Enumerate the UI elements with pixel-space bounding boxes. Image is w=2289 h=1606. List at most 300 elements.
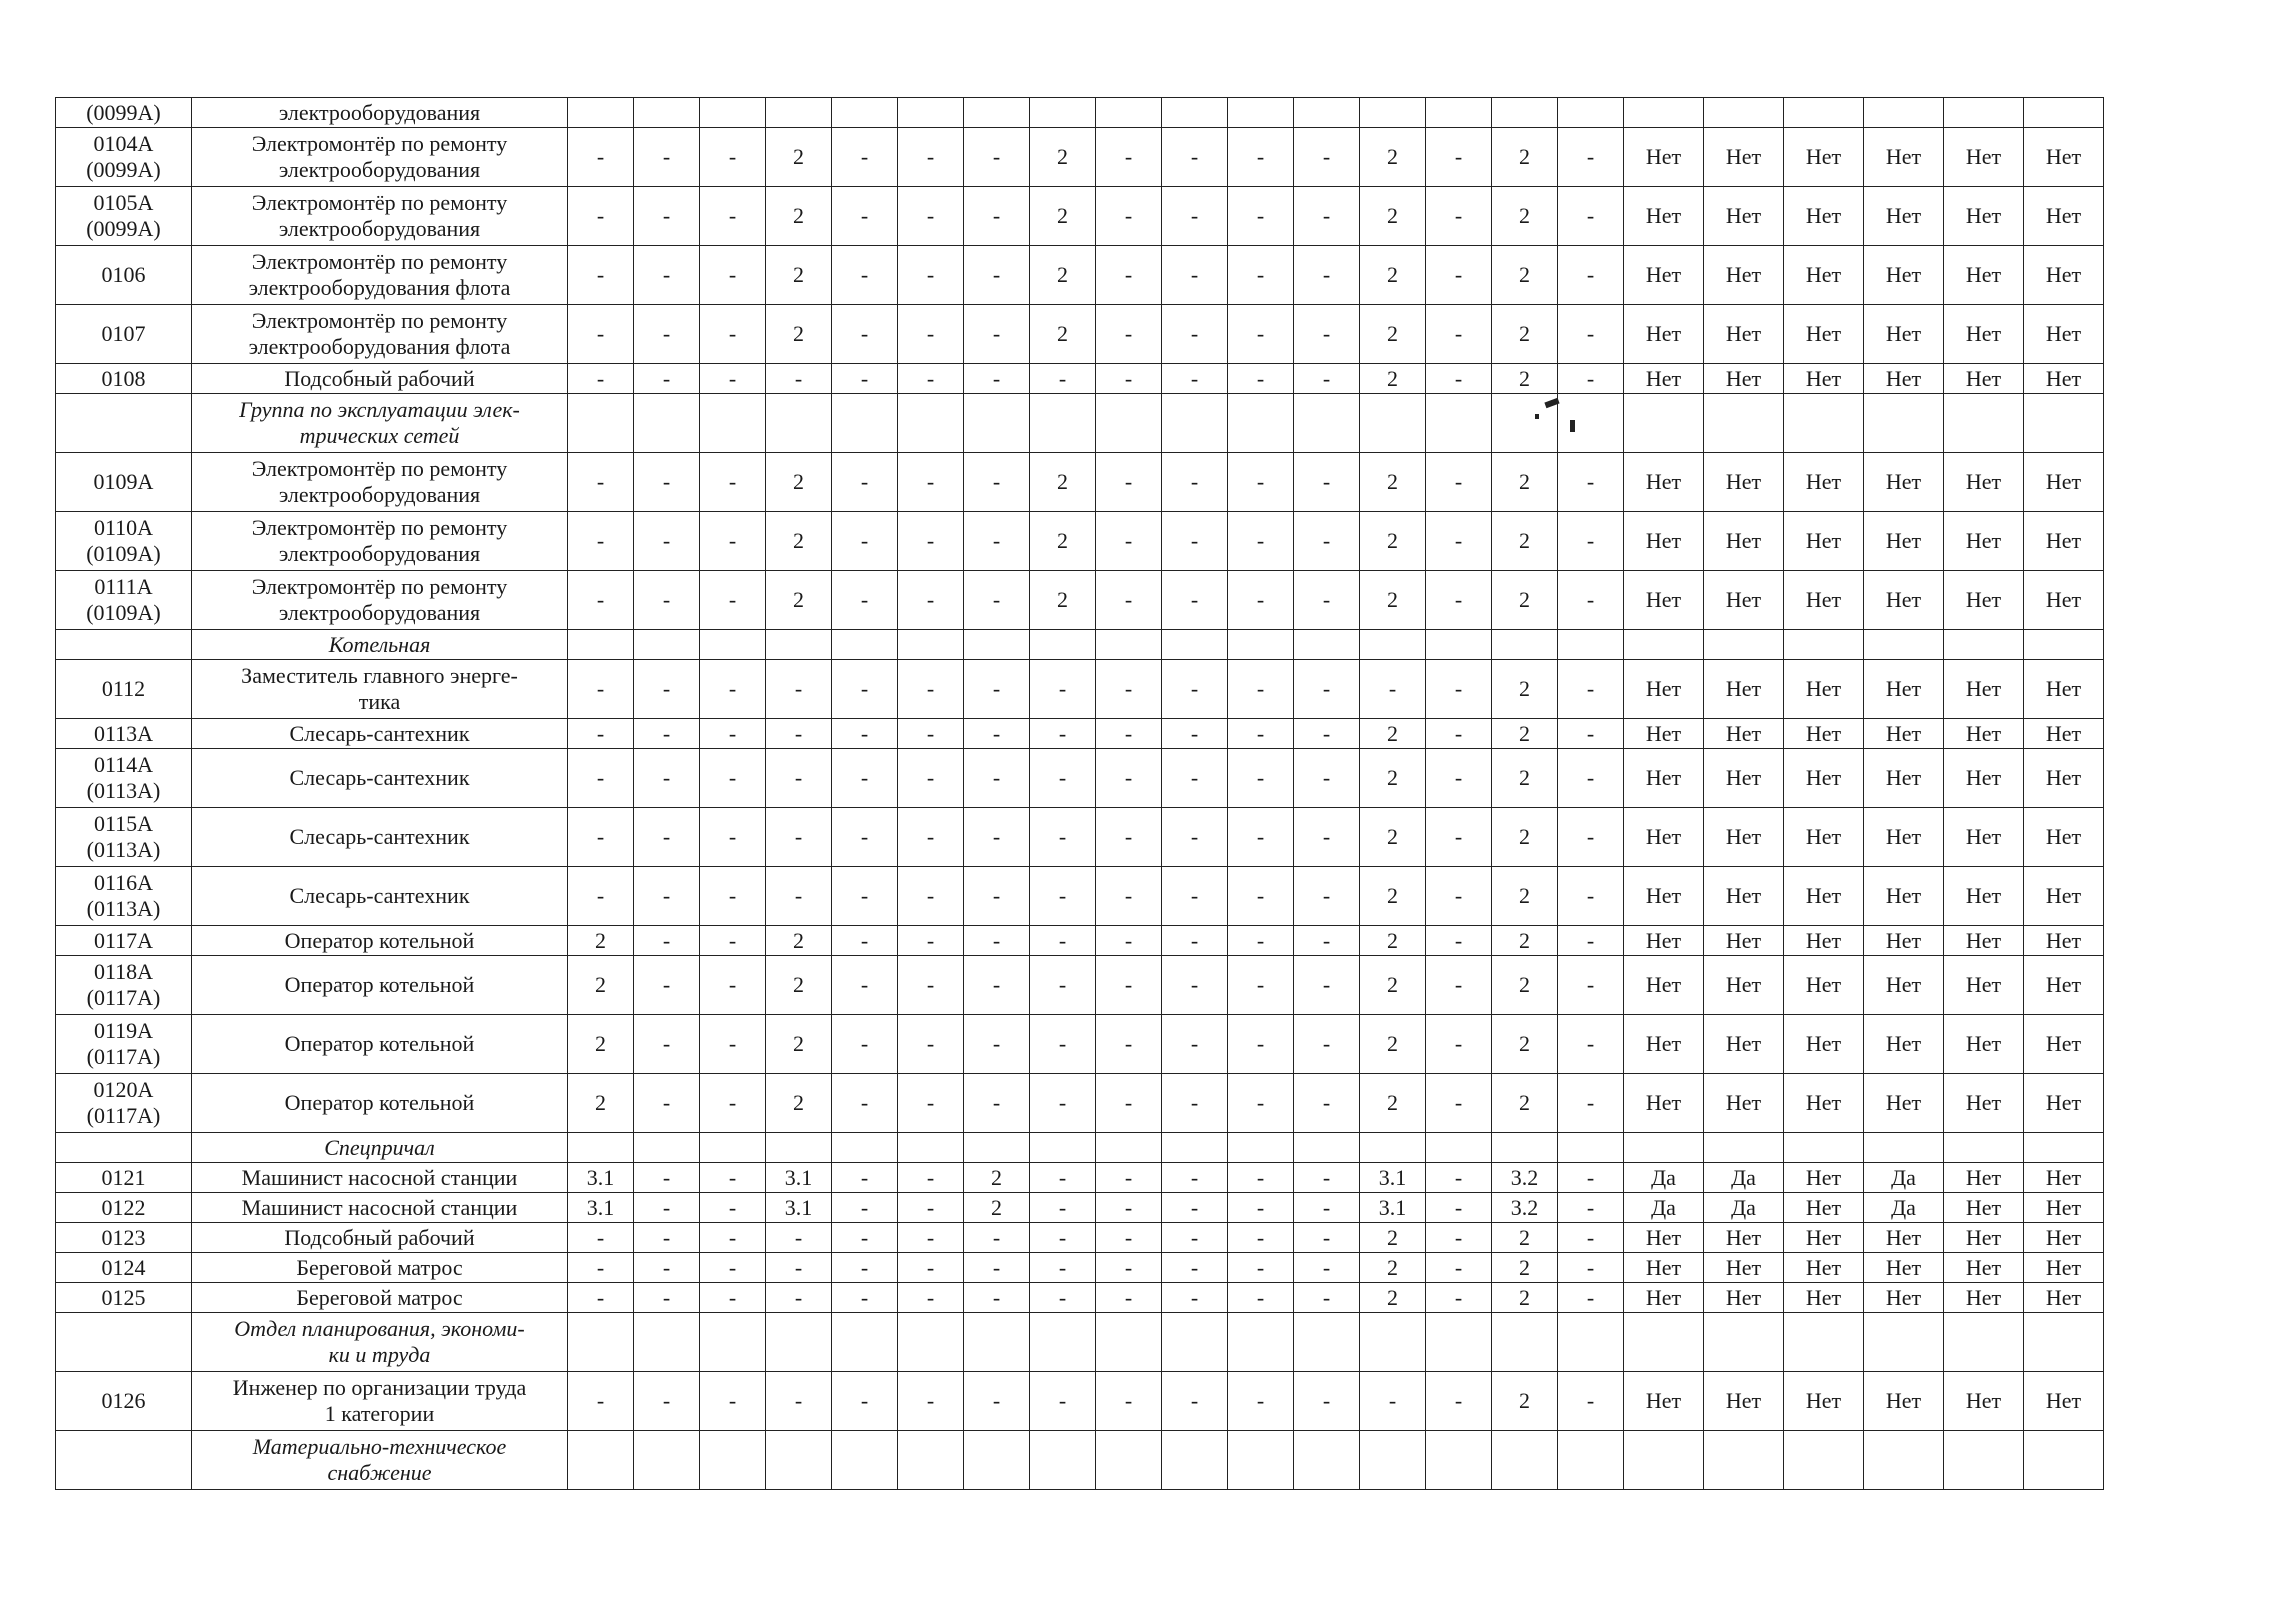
table-row bbox=[56, 453, 2104, 512]
guarantee-cell: Да bbox=[1704, 1193, 1784, 1223]
class-value-cell bbox=[1360, 1133, 1426, 1163]
guarantee-cell: Нет bbox=[1704, 128, 1784, 187]
class-value-cell: - bbox=[898, 1223, 964, 1253]
class-value-cell: - bbox=[634, 1163, 700, 1193]
guarantee-cell: Нет bbox=[1944, 1074, 2024, 1133]
workplace-code-cell: 0108 bbox=[56, 364, 192, 394]
class-value-cell: - bbox=[1426, 364, 1492, 394]
class-value-cell bbox=[1492, 630, 1558, 660]
class-value-cell: - bbox=[1030, 926, 1096, 956]
guarantee-cell: Нет bbox=[2024, 1193, 2104, 1223]
class-value-cell: 2 bbox=[1360, 1015, 1426, 1074]
guarantee-cell: Нет bbox=[2024, 453, 2104, 512]
class-value-cell: - bbox=[898, 364, 964, 394]
guarantee-cell: Нет bbox=[1784, 956, 1864, 1015]
guarantee-cell: Нет bbox=[1944, 305, 2024, 364]
class-value-cell: 2 bbox=[1360, 1283, 1426, 1313]
class-value-cell bbox=[1558, 1313, 1624, 1372]
class-value-cell bbox=[1030, 1431, 1096, 1490]
table-row bbox=[56, 1253, 2104, 1283]
workplace-code-cell: 0115А (0113А) bbox=[56, 808, 192, 867]
class-value-cell: - bbox=[700, 719, 766, 749]
class-value-cell bbox=[1228, 98, 1294, 128]
class-value-cell: - bbox=[1030, 867, 1096, 926]
class-value-cell: 2 bbox=[1360, 719, 1426, 749]
class-value-cell: - bbox=[832, 1163, 898, 1193]
class-value-cell: - bbox=[1096, 1372, 1162, 1431]
guarantee-cell: Нет bbox=[1864, 512, 1944, 571]
class-value-cell: - bbox=[1228, 749, 1294, 808]
guarantee-cell bbox=[1944, 630, 2024, 660]
guarantee-cell: Нет bbox=[2024, 364, 2104, 394]
class-value-cell bbox=[1294, 1313, 1360, 1372]
guarantee-cell: Нет bbox=[1864, 571, 1944, 630]
class-value-cell: 2 bbox=[1492, 867, 1558, 926]
class-value-cell: 2 bbox=[766, 187, 832, 246]
class-value-cell: - bbox=[1294, 956, 1360, 1015]
guarantee-cell: Нет bbox=[2024, 1283, 2104, 1313]
class-value-cell: - bbox=[1294, 512, 1360, 571]
class-value-cell: - bbox=[1426, 867, 1492, 926]
table-row bbox=[56, 867, 2104, 926]
class-value-cell: 2 bbox=[766, 246, 832, 305]
guarantee-cell: Нет bbox=[1624, 1074, 1704, 1133]
position-name-cell: Береговой матрос bbox=[192, 1253, 568, 1283]
guarantee-cell: Нет bbox=[1784, 926, 1864, 956]
class-value-cell bbox=[1294, 630, 1360, 660]
class-value-cell: - bbox=[700, 1074, 766, 1133]
guarantee-cell: Нет bbox=[1624, 719, 1704, 749]
class-value-cell: - bbox=[700, 1193, 766, 1223]
guarantee-cell: Нет bbox=[1784, 305, 1864, 364]
class-value-cell: - bbox=[766, 808, 832, 867]
workplace-code-cell: (0099A) bbox=[56, 98, 192, 128]
class-value-cell bbox=[1030, 1313, 1096, 1372]
workplace-code-cell: 0119А (0117А) bbox=[56, 1015, 192, 1074]
guarantee-cell: Нет bbox=[1784, 808, 1864, 867]
class-value-cell: - bbox=[1426, 305, 1492, 364]
class-value-cell: - bbox=[964, 1223, 1030, 1253]
class-value-cell bbox=[1096, 630, 1162, 660]
guarantee-cell: Нет bbox=[1624, 364, 1704, 394]
class-value-cell: - bbox=[634, 364, 700, 394]
class-value-cell: - bbox=[1162, 808, 1228, 867]
guarantee-cell: Нет bbox=[1864, 1015, 1944, 1074]
class-value-cell: - bbox=[1228, 808, 1294, 867]
section-title-cell: Котельная bbox=[192, 630, 568, 660]
guarantee-cell: Нет bbox=[1864, 1372, 1944, 1431]
class-value-cell: - bbox=[898, 749, 964, 808]
class-value-cell: - bbox=[832, 1223, 898, 1253]
class-value-cell: - bbox=[1426, 1163, 1492, 1193]
class-value-cell bbox=[1492, 1133, 1558, 1163]
class-value-cell: - bbox=[1558, 1193, 1624, 1223]
scan-speck bbox=[1570, 420, 1575, 432]
class-value-cell bbox=[898, 1133, 964, 1163]
guarantee-cell: Нет bbox=[2024, 1074, 2104, 1133]
class-value-cell: - bbox=[1096, 1074, 1162, 1133]
class-value-cell: - bbox=[1228, 956, 1294, 1015]
class-value-cell: - bbox=[832, 867, 898, 926]
class-value-cell: 2 bbox=[1492, 749, 1558, 808]
guarantee-cell bbox=[1864, 98, 1944, 128]
guarantee-cell bbox=[1864, 1431, 1944, 1490]
guarantee-cell: Нет bbox=[2024, 719, 2104, 749]
position-name-cell: Подсобный рабочий bbox=[192, 1223, 568, 1253]
guarantee-cell: Нет bbox=[1784, 1193, 1864, 1223]
class-value-cell: - bbox=[1294, 749, 1360, 808]
class-value-cell: 2 bbox=[1360, 187, 1426, 246]
class-value-cell bbox=[1030, 1133, 1096, 1163]
class-value-cell: 3.1 bbox=[766, 1193, 832, 1223]
class-value-cell bbox=[766, 630, 832, 660]
class-value-cell bbox=[1096, 98, 1162, 128]
class-value-cell: - bbox=[1294, 1372, 1360, 1431]
guarantee-cell bbox=[2024, 630, 2104, 660]
guarantee-cell: Нет bbox=[1624, 808, 1704, 867]
class-value-cell: - bbox=[700, 187, 766, 246]
class-value-cell: 2 bbox=[766, 1015, 832, 1074]
workplace-code-cell: 0111А (0109А) bbox=[56, 571, 192, 630]
class-value-cell bbox=[1426, 98, 1492, 128]
guarantee-cell: Нет bbox=[1864, 867, 1944, 926]
workplace-code-cell: 0118А (0117А) bbox=[56, 956, 192, 1015]
class-value-cell bbox=[1558, 394, 1624, 453]
class-value-cell bbox=[1360, 394, 1426, 453]
class-value-cell bbox=[1162, 630, 1228, 660]
guarantee-cell: Нет bbox=[1624, 1253, 1704, 1283]
guarantee-cell bbox=[1704, 630, 1784, 660]
workplace-code-cell: 0125 bbox=[56, 1283, 192, 1313]
class-value-cell bbox=[1096, 1313, 1162, 1372]
guarantee-cell bbox=[1624, 1313, 1704, 1372]
guarantee-cell bbox=[1784, 1313, 1864, 1372]
class-value-cell bbox=[1294, 394, 1360, 453]
class-value-cell: - bbox=[1030, 1372, 1096, 1431]
guarantee-cell bbox=[1944, 1431, 2024, 1490]
guarantee-cell bbox=[1704, 1431, 1784, 1490]
guarantee-cell: Нет bbox=[1784, 1074, 1864, 1133]
class-value-cell bbox=[1426, 630, 1492, 660]
class-value-cell: - bbox=[634, 305, 700, 364]
class-value-cell bbox=[832, 1313, 898, 1372]
guarantee-cell: Да bbox=[1624, 1163, 1704, 1193]
class-value-cell: 2 bbox=[1492, 512, 1558, 571]
class-value-cell: 2 bbox=[766, 453, 832, 512]
class-value-cell: - bbox=[634, 246, 700, 305]
guarantee-cell: Нет bbox=[1944, 1015, 2024, 1074]
class-value-cell: - bbox=[1228, 1223, 1294, 1253]
class-value-cell: - bbox=[898, 453, 964, 512]
class-value-cell bbox=[634, 1431, 700, 1490]
class-value-cell: 2 bbox=[1030, 128, 1096, 187]
class-value-cell: - bbox=[700, 1163, 766, 1193]
class-value-cell: - bbox=[1162, 926, 1228, 956]
position-name-cell: Слесарь-сантехник bbox=[192, 808, 568, 867]
table-row bbox=[56, 1193, 2104, 1223]
class-value-cell: - bbox=[766, 1253, 832, 1283]
class-value-cell: - bbox=[700, 1223, 766, 1253]
class-value-cell: - bbox=[1096, 1015, 1162, 1074]
guarantee-cell: Нет bbox=[1624, 1372, 1704, 1431]
workplace-code-cell: 0122 bbox=[56, 1193, 192, 1223]
guarantee-cell: Нет bbox=[2024, 867, 2104, 926]
class-value-cell: - bbox=[1030, 1223, 1096, 1253]
class-value-cell: - bbox=[568, 1283, 634, 1313]
class-value-cell: 2 bbox=[1492, 1283, 1558, 1313]
guarantee-cell: Нет bbox=[1864, 1283, 1944, 1313]
class-value-cell: - bbox=[700, 1283, 766, 1313]
class-value-cell: - bbox=[898, 1015, 964, 1074]
position-name-cell: Подсобный рабочий bbox=[192, 364, 568, 394]
class-value-cell bbox=[700, 1313, 766, 1372]
class-value-cell: - bbox=[1426, 453, 1492, 512]
guarantee-cell bbox=[2024, 1313, 2104, 1372]
class-value-cell bbox=[1558, 1133, 1624, 1163]
class-value-cell bbox=[964, 394, 1030, 453]
guarantee-cell: Нет bbox=[1944, 808, 2024, 867]
guarantee-cell: Нет bbox=[1784, 512, 1864, 571]
table-row bbox=[56, 1074, 2104, 1133]
class-value-cell: - bbox=[964, 1015, 1030, 1074]
class-value-cell: - bbox=[1426, 1074, 1492, 1133]
guarantee-cell: Нет bbox=[1624, 305, 1704, 364]
class-value-cell bbox=[1360, 1313, 1426, 1372]
guarantee-cell: Нет bbox=[1784, 187, 1864, 246]
class-value-cell bbox=[1096, 1133, 1162, 1163]
guarantee-cell: Нет bbox=[2024, 187, 2104, 246]
section-row bbox=[56, 1313, 2104, 1372]
class-value-cell bbox=[1426, 1313, 1492, 1372]
class-value-cell bbox=[832, 1133, 898, 1163]
class-value-cell: - bbox=[832, 660, 898, 719]
class-value-cell: - bbox=[1426, 1253, 1492, 1283]
guarantee-cell: Нет bbox=[1704, 808, 1784, 867]
attestation-table bbox=[55, 97, 2104, 1490]
class-value-cell: - bbox=[1162, 1193, 1228, 1223]
guarantee-cell bbox=[1784, 630, 1864, 660]
class-value-cell: - bbox=[1096, 1193, 1162, 1223]
class-value-cell: - bbox=[1426, 512, 1492, 571]
class-value-cell: - bbox=[1162, 512, 1228, 571]
guarantee-cell: Нет bbox=[1864, 364, 1944, 394]
class-value-cell: - bbox=[1558, 187, 1624, 246]
class-value-cell: - bbox=[832, 305, 898, 364]
class-value-cell: 2 bbox=[1360, 1074, 1426, 1133]
guarantee-cell bbox=[1784, 1431, 1864, 1490]
guarantee-cell: Нет bbox=[1704, 453, 1784, 512]
class-value-cell: - bbox=[964, 719, 1030, 749]
class-value-cell bbox=[898, 394, 964, 453]
class-value-cell bbox=[832, 394, 898, 453]
class-value-cell: - bbox=[898, 1372, 964, 1431]
class-value-cell bbox=[1558, 1431, 1624, 1490]
table-row bbox=[56, 1163, 2104, 1193]
class-value-cell bbox=[1558, 630, 1624, 660]
class-value-cell: 2 bbox=[1030, 571, 1096, 630]
guarantee-cell: Нет bbox=[1704, 749, 1784, 808]
class-value-cell: - bbox=[568, 512, 634, 571]
class-value-cell: - bbox=[964, 749, 1030, 808]
class-value-cell: - bbox=[898, 1163, 964, 1193]
class-value-cell: - bbox=[1096, 808, 1162, 867]
guarantee-cell: Нет bbox=[1624, 1223, 1704, 1253]
class-value-cell bbox=[898, 98, 964, 128]
workplace-code-cell: 0116А (0113А) bbox=[56, 867, 192, 926]
class-value-cell: - bbox=[1162, 1163, 1228, 1193]
class-value-cell: 2 bbox=[568, 1074, 634, 1133]
class-value-cell: - bbox=[1558, 246, 1624, 305]
class-value-cell: - bbox=[964, 1074, 1030, 1133]
class-value-cell: - bbox=[1096, 749, 1162, 808]
class-value-cell: 2 bbox=[1360, 956, 1426, 1015]
class-value-cell bbox=[1030, 630, 1096, 660]
workplace-code-cell: 0114А (0113А) bbox=[56, 749, 192, 808]
class-value-cell: - bbox=[1558, 1223, 1624, 1253]
class-value-cell: - bbox=[568, 571, 634, 630]
class-value-cell: - bbox=[568, 364, 634, 394]
class-value-cell: - bbox=[964, 364, 1030, 394]
guarantee-cell: Нет bbox=[1624, 571, 1704, 630]
workplace-code-cell bbox=[56, 1313, 192, 1372]
workplace-code-cell bbox=[56, 1431, 192, 1490]
guarantee-cell: Нет bbox=[1784, 660, 1864, 719]
guarantee-cell: Нет bbox=[1624, 128, 1704, 187]
class-value-cell: - bbox=[1228, 660, 1294, 719]
class-value-cell: - bbox=[1162, 867, 1228, 926]
guarantee-cell: Нет bbox=[1944, 453, 2024, 512]
class-value-cell: 2 bbox=[1360, 867, 1426, 926]
class-value-cell: 2 bbox=[964, 1163, 1030, 1193]
class-value-cell bbox=[1558, 98, 1624, 128]
class-value-cell: - bbox=[1162, 305, 1228, 364]
class-value-cell bbox=[1492, 1313, 1558, 1372]
class-value-cell: - bbox=[634, 719, 700, 749]
guarantee-cell bbox=[1624, 1431, 1704, 1490]
guarantee-cell: Нет bbox=[1864, 719, 1944, 749]
class-value-cell: - bbox=[1558, 660, 1624, 719]
class-value-cell: - bbox=[766, 749, 832, 808]
class-value-cell: 2 bbox=[1492, 571, 1558, 630]
class-value-cell: - bbox=[1426, 1015, 1492, 1074]
class-value-cell: - bbox=[898, 305, 964, 364]
guarantee-cell: Нет bbox=[1704, 1015, 1784, 1074]
class-value-cell bbox=[700, 1431, 766, 1490]
class-value-cell: - bbox=[1228, 364, 1294, 394]
guarantee-cell: Нет bbox=[1624, 867, 1704, 926]
class-value-cell: - bbox=[1162, 719, 1228, 749]
guarantee-cell: Нет bbox=[2024, 749, 2104, 808]
class-value-cell: 2 bbox=[766, 512, 832, 571]
class-value-cell: - bbox=[568, 305, 634, 364]
guarantee-cell: Нет bbox=[1624, 453, 1704, 512]
class-value-cell: - bbox=[1294, 453, 1360, 512]
class-value-cell: 2 bbox=[1492, 660, 1558, 719]
class-value-cell bbox=[568, 394, 634, 453]
table-row bbox=[56, 1015, 2104, 1074]
class-value-cell: - bbox=[964, 1372, 1030, 1431]
class-value-cell bbox=[1294, 1133, 1360, 1163]
class-value-cell bbox=[1492, 1431, 1558, 1490]
class-value-cell: - bbox=[634, 512, 700, 571]
guarantee-cell: Нет bbox=[1624, 1015, 1704, 1074]
class-value-cell: - bbox=[1426, 926, 1492, 956]
class-value-cell: - bbox=[1096, 512, 1162, 571]
guarantee-cell: Нет bbox=[1944, 1253, 2024, 1283]
class-value-cell: - bbox=[1294, 128, 1360, 187]
guarantee-cell: Нет bbox=[2024, 1163, 2104, 1193]
guarantee-cell: Нет bbox=[1864, 660, 1944, 719]
class-value-cell: - bbox=[568, 128, 634, 187]
class-value-cell bbox=[964, 1431, 1030, 1490]
guarantee-cell: Нет bbox=[2024, 128, 2104, 187]
class-value-cell: - bbox=[832, 128, 898, 187]
guarantee-cell: Нет bbox=[1704, 1372, 1784, 1431]
table-row bbox=[56, 956, 2104, 1015]
class-value-cell: - bbox=[1294, 867, 1360, 926]
guarantee-cell: Нет bbox=[1704, 187, 1784, 246]
guarantee-cell: Нет bbox=[1944, 364, 2024, 394]
class-value-cell: - bbox=[1162, 453, 1228, 512]
class-value-cell bbox=[634, 98, 700, 128]
guarantee-cell bbox=[1704, 394, 1784, 453]
section-title-cell: Отдел планирования, экономи- ки и труда bbox=[192, 1313, 568, 1372]
class-value-cell: - bbox=[700, 1015, 766, 1074]
guarantee-cell: Нет bbox=[1864, 926, 1944, 956]
class-value-cell: - bbox=[964, 512, 1030, 571]
class-value-cell bbox=[568, 1431, 634, 1490]
workplace-code-cell: 0110А (0109А) bbox=[56, 512, 192, 571]
guarantee-cell: Нет bbox=[1624, 956, 1704, 1015]
class-value-cell: - bbox=[1030, 749, 1096, 808]
class-value-cell bbox=[1162, 98, 1228, 128]
class-value-cell: - bbox=[964, 1283, 1030, 1313]
class-value-cell bbox=[700, 98, 766, 128]
class-value-cell: - bbox=[964, 305, 1030, 364]
class-value-cell bbox=[568, 1133, 634, 1163]
guarantee-cell: Нет bbox=[1784, 1253, 1864, 1283]
guarantee-cell bbox=[1784, 394, 1864, 453]
class-value-cell: - bbox=[964, 1253, 1030, 1283]
class-value-cell: 2 bbox=[1492, 956, 1558, 1015]
guarantee-cell bbox=[1784, 1133, 1864, 1163]
class-value-cell: 2 bbox=[1492, 305, 1558, 364]
class-value-cell: 2 bbox=[1492, 926, 1558, 956]
class-value-cell: - bbox=[1228, 187, 1294, 246]
class-value-cell: - bbox=[1294, 187, 1360, 246]
class-value-cell: - bbox=[1294, 660, 1360, 719]
class-value-cell: 2 bbox=[1492, 364, 1558, 394]
class-value-cell: - bbox=[1228, 1015, 1294, 1074]
guarantee-cell: Нет bbox=[2024, 660, 2104, 719]
workplace-code-cell: 0104А (0099А) bbox=[56, 128, 192, 187]
class-value-cell: - bbox=[766, 1283, 832, 1313]
class-value-cell: - bbox=[964, 128, 1030, 187]
class-value-cell: - bbox=[1558, 1283, 1624, 1313]
class-value-cell: - bbox=[1228, 926, 1294, 956]
class-value-cell: - bbox=[1030, 956, 1096, 1015]
guarantee-cell: Нет bbox=[1704, 1283, 1784, 1313]
position-name-cell: Слесарь-сантехник bbox=[192, 719, 568, 749]
class-value-cell: - bbox=[766, 719, 832, 749]
class-value-cell: - bbox=[766, 1372, 832, 1431]
guarantee-cell: Нет bbox=[1704, 364, 1784, 394]
guarantee-cell: Нет bbox=[1624, 187, 1704, 246]
class-value-cell bbox=[634, 394, 700, 453]
class-value-cell bbox=[766, 1313, 832, 1372]
class-value-cell: - bbox=[1426, 1372, 1492, 1431]
class-value-cell: - bbox=[898, 660, 964, 719]
